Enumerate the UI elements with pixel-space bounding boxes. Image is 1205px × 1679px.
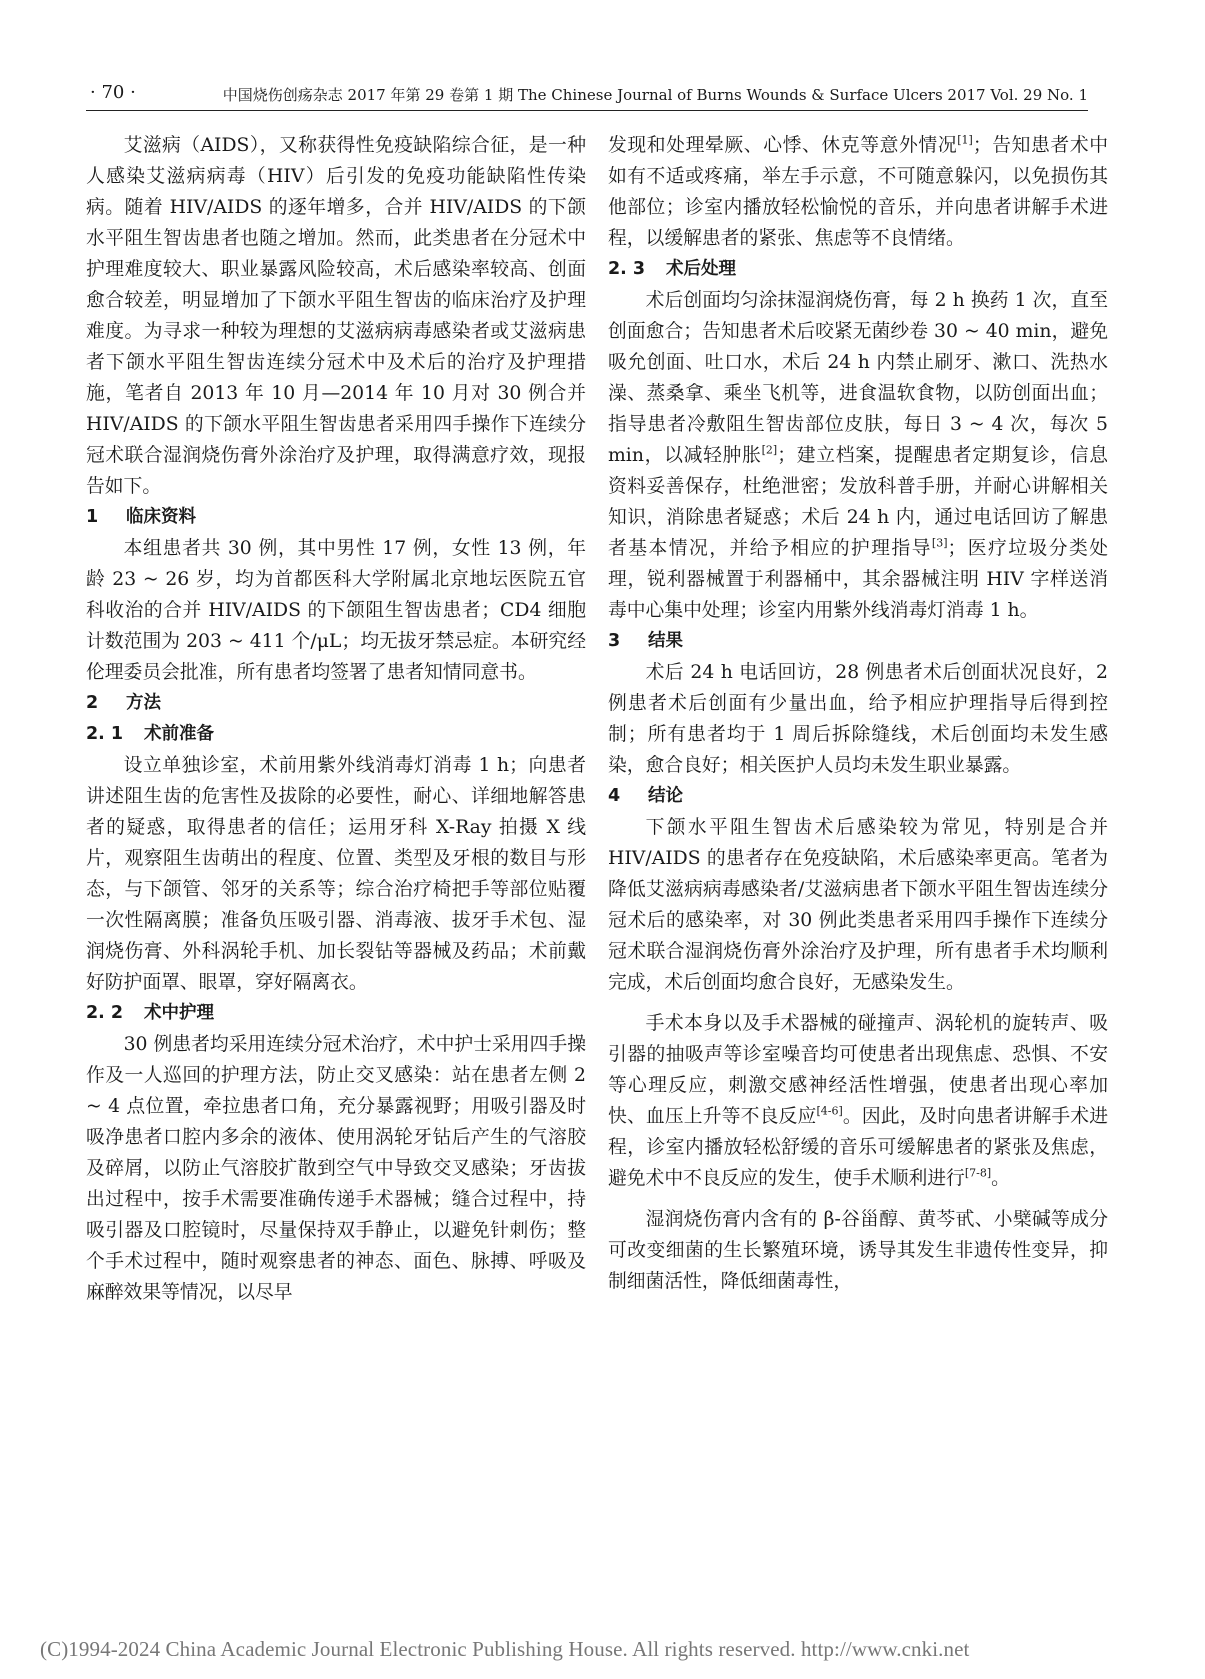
subsection-heading-2-3 [608, 254, 1108, 285]
subsection-title: 术中护理 [144, 1003, 214, 1023]
conclusion-paragraph-1: 下颌水平阻生智齿术后感染较为常见，特别是合并 HIV/AIDS 的患者存在免疫缺陷，术后感染率更高。笔者为降低艾滋病病毒感染者/艾滋病患者下颌水平阻生智齿连续分冠术后的感染率，对 30 例此类患者采用四手操作下连续分冠术联合湿润烧伤膏外涂治疗及护理，所有患者手术均顺利完成，术后创面均愈合良好，无感染发生。 [608, 817, 1108, 993]
citation[interactable]: [3] [931, 536, 948, 550]
conclusion-paragraph-2 [608, 1008, 1108, 1194]
section-number: 4 [608, 786, 621, 806]
section-heading-2 [86, 688, 586, 719]
section-number: 1 [86, 507, 99, 527]
page-number: · 70 · [90, 82, 136, 103]
citation[interactable]: [7-8] [964, 1166, 992, 1180]
section-title: 结论 [648, 786, 683, 806]
citation[interactable]: [1] [957, 133, 973, 147]
intro-paragraph: 艾滋病（AIDS），又称获得性免疫缺陷综合征，是一种人感染艾滋病病毒（HIV）后引发的免疫功能缺陷性传染病。随着 HIV/AIDS 的逐年增多，合并 HIV/AIDS 的下颌水平阻生智齿患者也随之增加。然而，此类患者在分冠术中护理难度较大、职业暴露风险较高，术后感染率较高、创面愈合较差，明显增加了下颌水平阻生智齿的临床治疗及护理难度。为寻求一种较为理想的艾滋病病毒感染者或艾滋病患者下颌水平阻生智齿连续分冠术中及术后的治疗及护理措施，笔者自 2013 年 10 月—2014 年 10 月对 30 例合并 HIV/AIDS 的下颌水平阻生智齿患者采用四手操作下连续分冠术联合湿润烧伤膏外涂治疗及护理，取得满意疗效，现报告如下。 [86, 135, 586, 497]
text-run: 发现和处理晕厥、心悸、休克等意外情况 [608, 135, 958, 156]
results-paragraph: 术后 24 h 电话回访，28 例患者术后创面状况良好，2 例患者术后创面有少量出血，给予相应护理指导后得到控制；所有患者均于 1 周后拆除缝线，术后创面均未发生感染，愈合良好；相关医护人员均未发生职业暴露。 [608, 662, 1108, 776]
right-column [608, 130, 1108, 1297]
section-number: 2 [86, 693, 99, 713]
subsection-heading-2-1 [86, 719, 586, 750]
conclusion-paragraph-3: 湿润烧伤膏内含有的 β-谷甾醇、黄芩甙、小檗碱等成分可改变细菌的生长繁殖环境，诱导其发生非遗传性变异，抑制细菌活性，降低细菌毒性， [608, 1209, 1108, 1292]
postop-paragraph [608, 285, 1108, 626]
text-run: 术后创面均匀涂抹湿润烧伤膏，每 2 h 换药 1 次，直至创面愈合；告知患者术后咬紧无菌纱卷 30 ~ 40 min，避免吸允创面、吐口水，术后 24 h 内禁止刷牙、漱口、洗热水澡、蒸桑拿、乘坐飞机等，进食温软食物，以防创面出血；指导患者冷敷阻生智齿部位皮肤，每日 3 ~ 4 次，每次 5 min，以减轻肿胀 [608, 290, 1108, 466]
section-title: 方法 [126, 693, 161, 713]
text-run: 手术本身以及手术器械的碰撞声、涡轮机的旋转声、吸引器的抽吸声等诊室噪音均可使患者出现焦虑、恐惧、不安等心理反应，刺激交感神经活性增强，使患者出现心率加快、血压上升等不良反应 [608, 1013, 1108, 1127]
text-run: ；告知患者术中如有不适或疼痛，举左手示意，不可随意躲闪，以免损伤其他部位；诊室内播放轻松愉悦的音乐，并向患者讲解手术进程，以缓解患者的紧张、焦虑等不良情绪。 [608, 135, 1108, 249]
subsection-heading-2-2 [86, 998, 586, 1029]
text-run: ；建立档案，提醒患者定期复诊，信息资料妥善保存，杜绝泄密；发放科普手册，并耐心讲解相关知识，消除患者疑惑；术后 24 h 内，通过电话回访了解患者基本情况，并给予相应的护理指导 [608, 445, 1109, 559]
section-heading-4 [608, 781, 1108, 812]
section-title: 结果 [648, 631, 683, 651]
preop-paragraph: 设立单独诊室，术前用紫外线消毒灯消毒 1 h；向患者讲述阻生齿的危害性及拔除的必要性，耐心、详细地解答患者的疑惑，取得患者的信任；运用牙科 X-Ray 拍摄 X 线片，观察阻生齿萌出的程度、位置、类型及牙根的数目与形态，与下颌管、邻牙的关系等；综合治疗椅把手等部位贴覆一次性隔离膜；准备负压吸引器、消毒液、拔牙手术包、湿润烧伤膏、外科涡轮手机、加长裂钻等器械及药品；术前戴好防护面罩、眼罩，穿好隔离衣。 [86, 755, 586, 993]
copyright-footer: (C)1994-2024 China Academic Journal Electronic Publishing House. All rights reserved. http://www.cnki.net [40, 1637, 970, 1661]
intraop-continued-paragraph [608, 130, 1108, 254]
citation[interactable]: [2] [761, 443, 778, 457]
running-header [86, 80, 1088, 111]
subsection-number: 2. 2 [86, 1003, 124, 1023]
section-title: 临床资料 [126, 507, 196, 527]
subsection-title: 术前准备 [144, 724, 214, 744]
intraop-paragraph: 30 例患者均采用连续分冠术治疗，术中护士采用四手操作及一人巡回的护理方法，防止交叉感染：站在患者左侧 2 ~ 4 点位置，牵拉患者口角，充分暴露视野；用吸引器及时吸净患者口腔内多余的液体、使用涡轮牙钻后产生的气溶胶及碎屑，以防止气溶胶扩散到空气中导致交叉感染；牙齿拔出过程中，按手术需要准确传递手术器械；缝合过程中，持吸引器及口腔镜时，尽量保持双手静止，以避免针刺伤；整个手术过程中，随时观察患者的神态、面色、脉搏、呼吸及麻醉效果等情况，以尽早 [86, 1034, 586, 1303]
section-heading-3 [608, 626, 1108, 657]
subsection-title: 术后处理 [666, 259, 736, 279]
citation[interactable]: [4-6] [816, 1104, 843, 1118]
subsection-number: 2. 1 [86, 724, 124, 744]
left-column [86, 130, 586, 1308]
section-heading-1 [86, 502, 586, 533]
section-number: 3 [608, 631, 621, 651]
text-run: 。因此，及时向患者讲解手术进程，诊室内播放轻松舒缓的音乐可缓解患者的紧张及焦虑，避免术中不良反应的发生，使手术顺利进行 [608, 1106, 1109, 1189]
journal-title: 中国烧伤创疡杂志 2017 年第 29 卷第 1 期 The Chinese Journal of Burns Wounds & Surface Ulcers 2017 Vol. 29 No. 1 [222, 86, 1088, 104]
text-run: 。 [991, 1168, 1010, 1189]
clinical-data-paragraph: 本组患者共 30 例，其中男性 17 例，女性 13 例，年龄 23 ~ 26 岁，均为首都医科大学附属北京地坛医院五官科收治的合并 HIV/AIDS 的下颌阻生智齿患者；CD4 细胞计数范围为 203 ~ 411 个/μL；均无拔牙禁忌症。本研究经伦理委员会批准，所有患者均签署了患者知情同意书。 [86, 538, 586, 683]
subsection-number: 2. 3 [608, 259, 646, 279]
text-run: ；医疗垃圾分类处理，锐利器械置于利器桶中，其余器械注明 HIV 字样送消毒中心集中处理；诊室内用紫外线消毒灯消毒 1 h。 [608, 538, 1109, 621]
